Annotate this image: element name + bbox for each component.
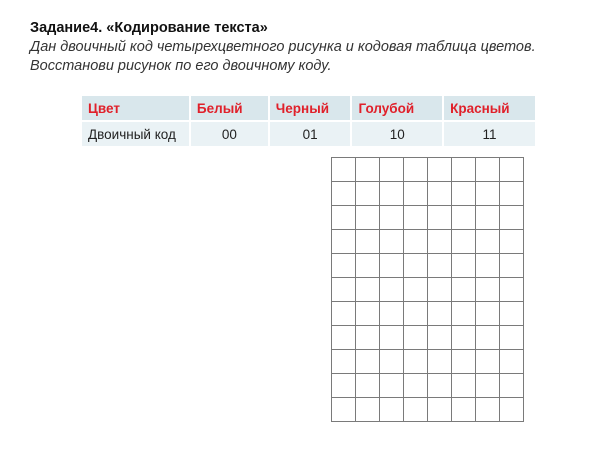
grid-cell[interactable] <box>452 158 476 182</box>
grid-cell[interactable] <box>428 230 452 254</box>
grid-cell[interactable] <box>332 254 356 278</box>
grid-cell[interactable] <box>356 350 380 374</box>
code-red: 11 <box>482 126 497 142</box>
grid-row <box>332 206 524 230</box>
grid-cell[interactable] <box>476 374 500 398</box>
grid-row <box>332 350 524 374</box>
grid-row <box>332 326 524 350</box>
grid-cell[interactable] <box>356 278 380 302</box>
grid-cell[interactable] <box>500 230 524 254</box>
grid-cell[interactable] <box>428 326 452 350</box>
grid-cell[interactable] <box>500 182 524 206</box>
code-blue: 10 <box>351 121 443 146</box>
grid-cell[interactable] <box>428 302 452 326</box>
grid-cell[interactable] <box>500 398 524 422</box>
grid-cell[interactable] <box>452 374 476 398</box>
table-row <box>82 121 535 146</box>
grid-cell[interactable] <box>332 374 356 398</box>
grid-cell[interactable] <box>476 278 500 302</box>
grid-cell[interactable] <box>452 326 476 350</box>
grid-cell[interactable] <box>500 254 524 278</box>
grid-cell[interactable] <box>404 278 428 302</box>
grid-cell[interactable] <box>404 158 428 182</box>
grid-cell[interactable] <box>500 302 524 326</box>
grid-cell[interactable] <box>404 206 428 230</box>
grid-cell[interactable] <box>428 398 452 422</box>
grid-row <box>332 158 524 182</box>
grid-cell[interactable] <box>428 206 452 230</box>
grid-cell[interactable] <box>380 398 404 422</box>
grid-cell[interactable] <box>356 230 380 254</box>
grid-cell[interactable] <box>476 230 500 254</box>
grid-cell[interactable] <box>356 398 380 422</box>
grid-cell[interactable] <box>332 350 356 374</box>
grid-cell[interactable] <box>428 254 452 278</box>
grid-cell[interactable] <box>476 302 500 326</box>
grid-row <box>332 374 524 398</box>
grid-cell[interactable] <box>404 302 428 326</box>
description-line-1: Дан двоичный код четырехцветного рисунка и кодовая таблица цветов. <box>30 39 536 55</box>
grid-cell[interactable] <box>500 206 524 230</box>
grid-cell[interactable] <box>356 374 380 398</box>
grid-cell[interactable] <box>380 158 404 182</box>
grid-row <box>332 302 524 326</box>
task-description <box>30 38 536 76</box>
grid-cell[interactable] <box>332 278 356 302</box>
grid-cell[interactable] <box>452 254 476 278</box>
grid-cell[interactable] <box>380 230 404 254</box>
grid-cell[interactable] <box>476 350 500 374</box>
header-black: Черный <box>269 96 352 121</box>
grid-cell[interactable] <box>452 350 476 374</box>
grid-cell[interactable] <box>404 230 428 254</box>
grid-cell[interactable] <box>332 302 356 326</box>
grid-cell[interactable] <box>476 182 500 206</box>
code-white: 00 <box>190 121 269 146</box>
code-black: 01 <box>269 121 352 146</box>
grid-cell[interactable] <box>500 350 524 374</box>
grid-row <box>332 398 524 422</box>
grid-cell[interactable] <box>452 302 476 326</box>
grid-cell[interactable] <box>380 326 404 350</box>
grid-cell[interactable] <box>332 398 356 422</box>
grid-cell[interactable] <box>476 158 500 182</box>
grid-cell[interactable] <box>476 206 500 230</box>
row-label-binary-code: Двоичный код <box>82 121 190 146</box>
grid-cell[interactable] <box>452 230 476 254</box>
grid-cell[interactable] <box>356 302 380 326</box>
grid-cell[interactable] <box>404 182 428 206</box>
grid-row <box>332 182 524 206</box>
grid-cell[interactable] <box>332 206 356 230</box>
grid-cell[interactable] <box>476 398 500 422</box>
grid-cell[interactable] <box>332 326 356 350</box>
grid-cell[interactable] <box>380 254 404 278</box>
task-title: Задание4. «Кодирование текста» <box>30 20 268 36</box>
grid-cell[interactable] <box>452 398 476 422</box>
header-red: Красный <box>443 96 535 121</box>
grid-cell[interactable] <box>356 182 380 206</box>
grid-cell[interactable] <box>500 278 524 302</box>
grid-cell[interactable] <box>356 254 380 278</box>
grid-cell[interactable] <box>380 278 404 302</box>
grid-cell[interactable] <box>404 398 428 422</box>
grid-row <box>332 254 524 278</box>
drawing-grid[interactable] <box>331 157 524 422</box>
grid-cell[interactable] <box>404 326 428 350</box>
grid-cell[interactable] <box>428 158 452 182</box>
table-header-row <box>82 96 535 121</box>
grid-cell[interactable] <box>380 182 404 206</box>
grid-cell[interactable] <box>380 302 404 326</box>
grid-cell[interactable] <box>356 326 380 350</box>
grid-cell[interactable] <box>356 158 380 182</box>
grid-cell[interactable] <box>500 326 524 350</box>
grid-cell[interactable] <box>404 254 428 278</box>
grid-cell[interactable] <box>356 206 380 230</box>
grid-cell[interactable] <box>428 350 452 374</box>
grid-row <box>332 230 524 254</box>
grid-cell[interactable] <box>404 374 428 398</box>
grid-cell[interactable] <box>380 206 404 230</box>
grid-cell[interactable] <box>500 374 524 398</box>
grid-cell[interactable] <box>380 374 404 398</box>
header-white: Белый <box>190 96 269 121</box>
color-code-table <box>82 96 535 146</box>
grid-cell[interactable] <box>500 158 524 182</box>
grid-cell[interactable] <box>332 158 356 182</box>
grid-cell[interactable] <box>428 182 452 206</box>
grid-cell[interactable] <box>404 350 428 374</box>
grid-cell[interactable] <box>380 350 404 374</box>
grid-row <box>332 278 524 302</box>
header-color: Цвет <box>82 96 190 121</box>
header-blue: Голубой <box>351 96 443 121</box>
grid-cell[interactable] <box>476 326 500 350</box>
grid-cell[interactable] <box>476 254 500 278</box>
grid-cell[interactable] <box>452 182 476 206</box>
grid-cell[interactable] <box>452 206 476 230</box>
grid-cell[interactable] <box>428 374 452 398</box>
grid-cell[interactable] <box>452 278 476 302</box>
grid-cell[interactable] <box>332 230 356 254</box>
grid-cell[interactable] <box>428 278 452 302</box>
grid-cell[interactable] <box>332 182 356 206</box>
description-line-2: Восстанови рисунок по его двоичному коду. <box>30 58 332 74</box>
